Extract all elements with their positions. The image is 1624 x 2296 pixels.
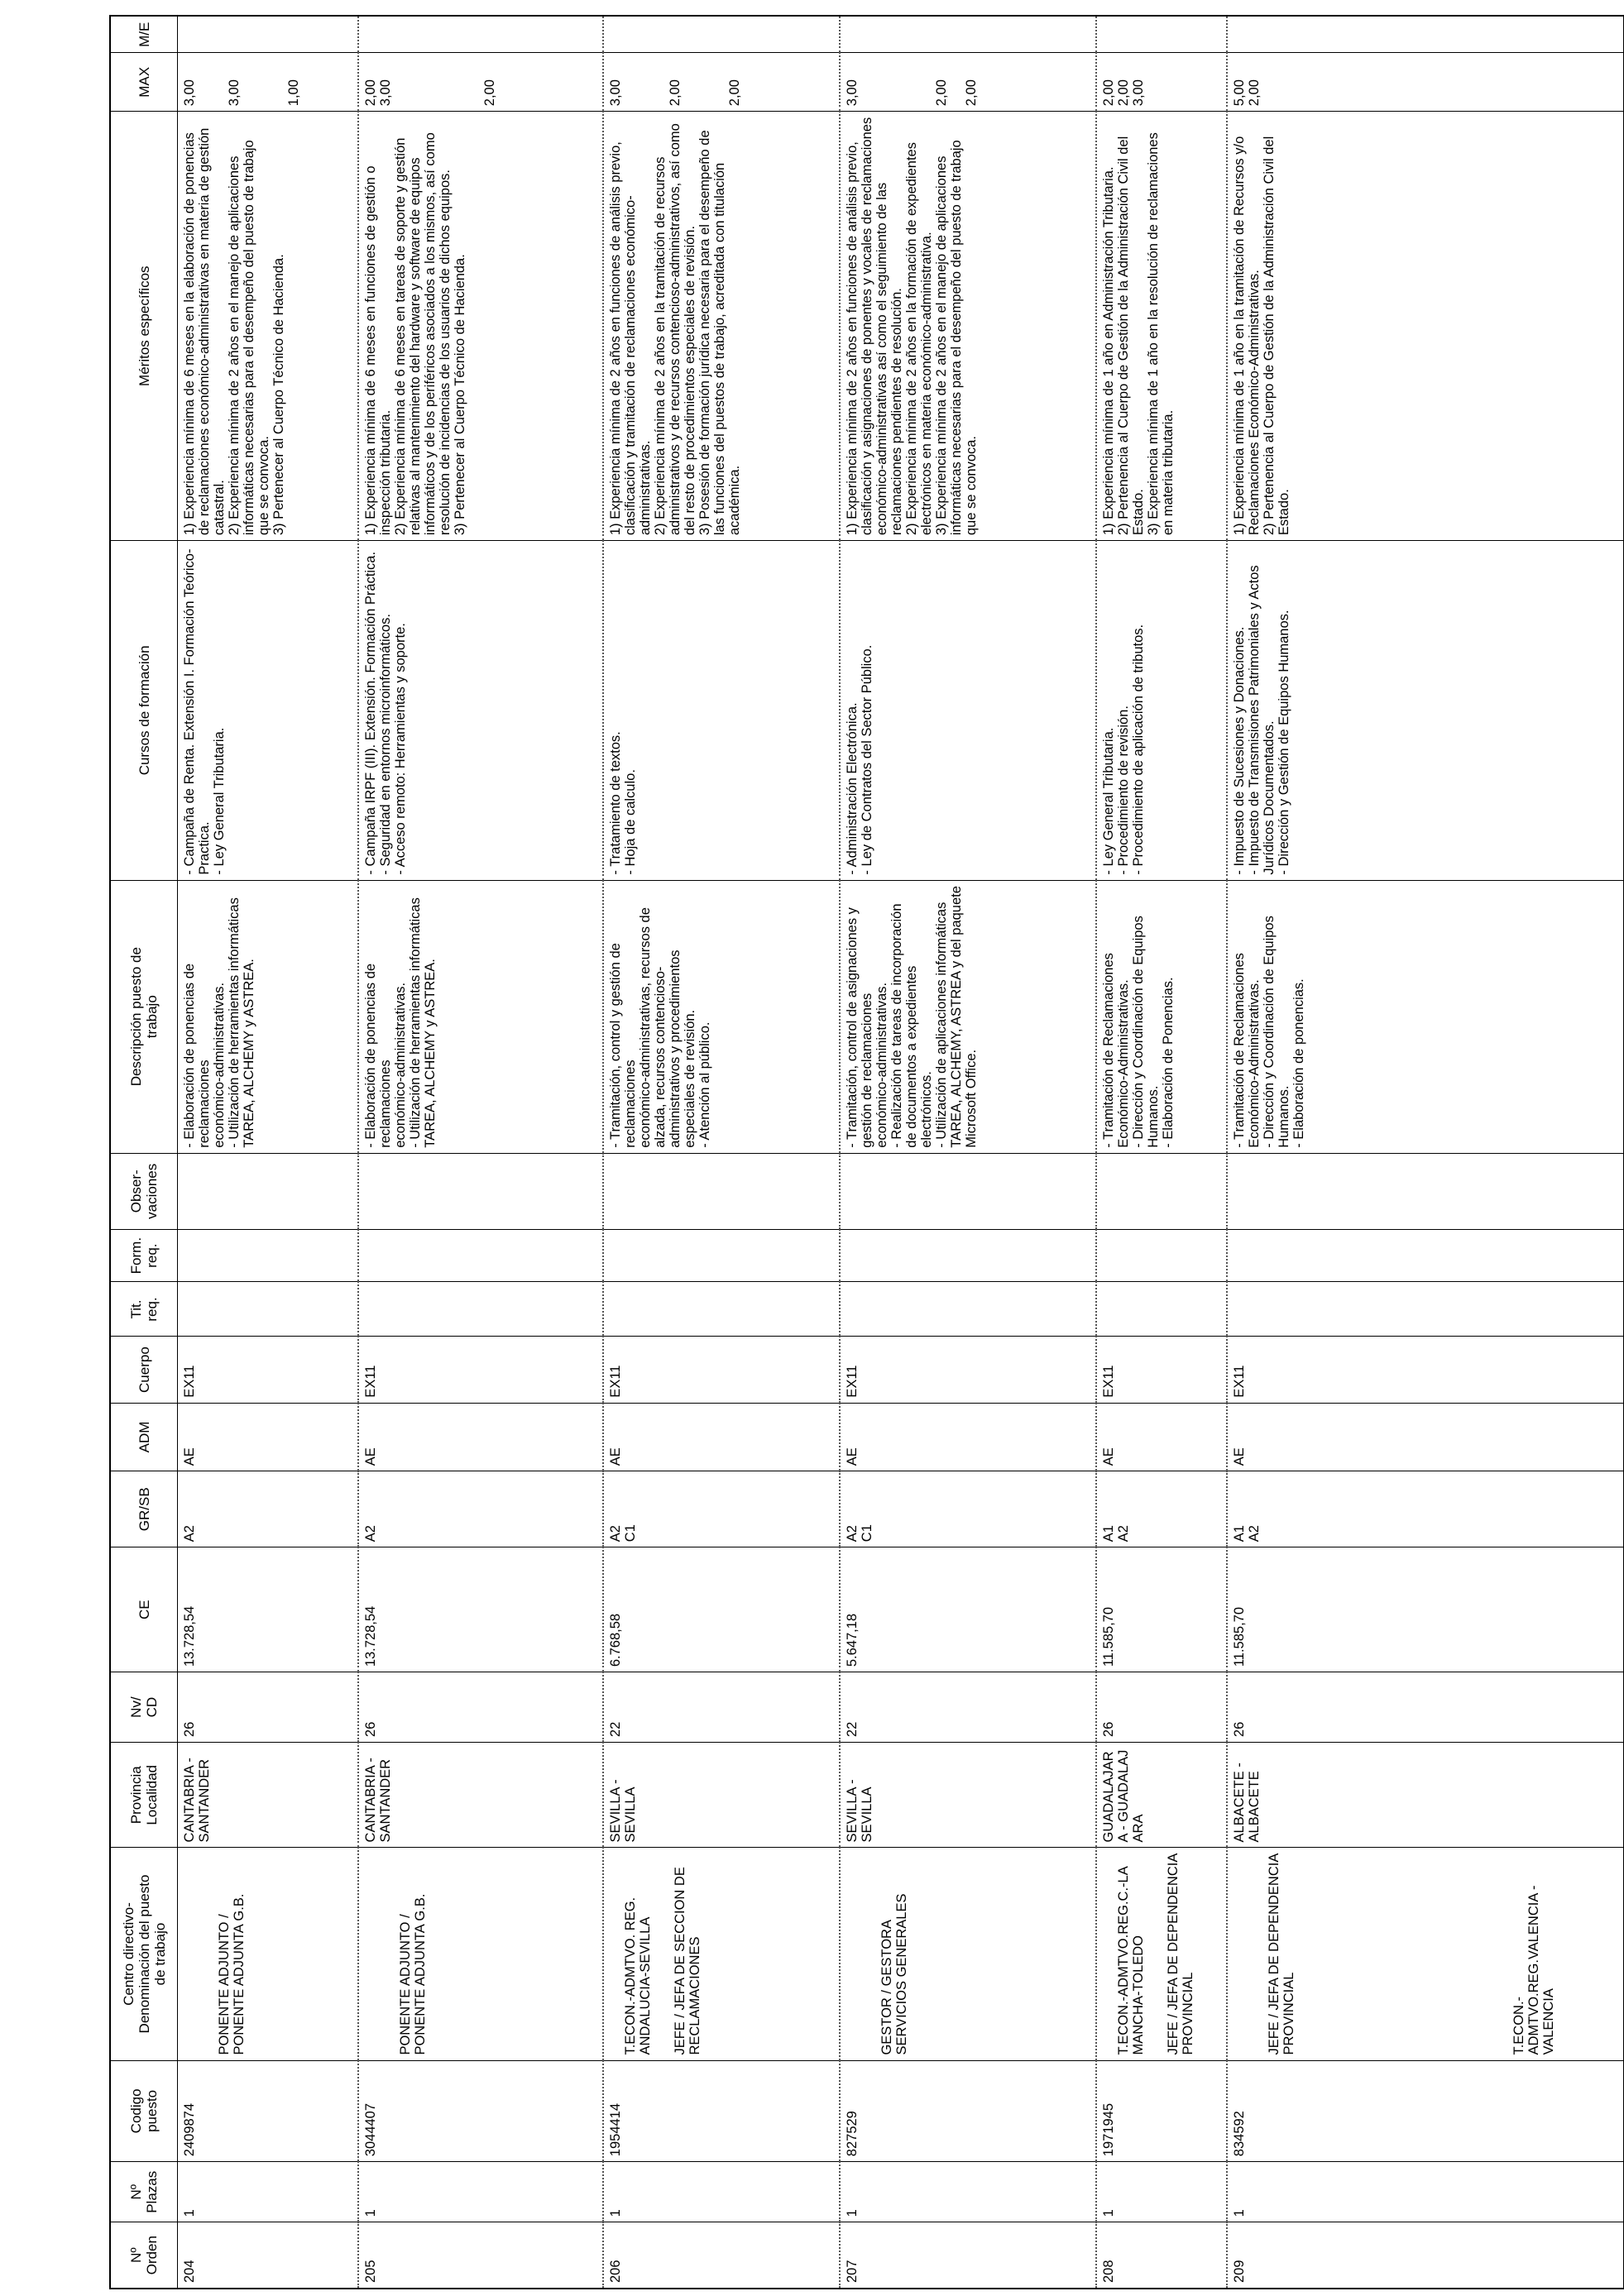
- tit-cell: [603, 1282, 840, 1337]
- header-orden: Nº Orden: [110, 2222, 178, 2289]
- header-codigo: Codigo puesto: [110, 2060, 178, 2162]
- codigo-cell: 834592: [1227, 2060, 1624, 2162]
- max-cell: 5,00 2,00: [1227, 53, 1624, 112]
- obs-cell: [1096, 1153, 1227, 1229]
- form-cell: [178, 1229, 358, 1282]
- denominacion: JEFE / JEFA DE DEPENDENCIA PROVINCIAL: [1266, 1854, 1296, 2055]
- orden-cell: 204: [178, 2222, 358, 2289]
- cursos-cell: - Tratamiento de textos. - Hoja de calculo.: [603, 541, 840, 880]
- header-me: M/E: [110, 16, 178, 53]
- form-cell: [1227, 1229, 1624, 1282]
- cursos-cell: - Administración Electrónica. - Ley de Contratos del Sector Público.: [840, 541, 1096, 880]
- form-cell: [1096, 1229, 1227, 1282]
- provincia-cell: SEVILLA - SEVILLA: [603, 1743, 840, 1848]
- table-row: [358, 16, 603, 2289]
- orden-cell: 205: [358, 2222, 603, 2289]
- cuerpo-cell: EX11: [1227, 1337, 1624, 1403]
- job-positions-table: [109, 15, 1624, 2289]
- header-tit: Tit. req.: [110, 1282, 178, 1337]
- nivel-cell: 26: [358, 1672, 603, 1743]
- centro-directivo: T.ECON.-ADMTVO.REG.C.-LA MANCHA-TOLEDO: [1115, 1867, 1146, 2055]
- nivel-cell: 26: [178, 1672, 358, 1743]
- obs-cell: [603, 1153, 840, 1229]
- centro-directivo: T.ECON.-ADMTVO. REG. ANDALUCIA-SEVILLA: [622, 1897, 653, 2055]
- table-row: [1227, 16, 1624, 2289]
- codigo-cell: 1954414: [603, 2060, 840, 2162]
- trailing-centro-directivo: T.ECON.-ADMTVO.REG.VALENCIA - VALENCIA: [1511, 1885, 1556, 2055]
- table-row: [1096, 16, 1227, 2289]
- me-cell: [358, 16, 603, 53]
- header-plazas: Nº Plazas: [110, 2162, 178, 2222]
- adm-cell: AE: [840, 1403, 1096, 1471]
- header-cursos: Cursos de formación: [110, 541, 178, 880]
- codigo-cell: 827529: [840, 2060, 1096, 2162]
- header-adm: ADM: [110, 1403, 178, 1471]
- grupo-cell: A2: [178, 1471, 358, 1547]
- meritos-cell: 1) Experiencia mínima de 1 año en Administración Tributaria. 2) Pertenencia al Cuerpo de Gestión de la Administración Civil del Estado. 3) Experiencia mínima de 1 año en la resolución de reclamaciones en materia tributaria.: [1096, 112, 1227, 541]
- provincia-cell: CANTABRIA - SANTANDER: [178, 1743, 358, 1848]
- tit-cell: [1227, 1282, 1624, 1337]
- descripcion-cell: - Tramitación de Reclamaciones Económico-Administrativas. - Dirección y Coordinación de Equipos Humanos. - Elaboración de ponencias.: [1227, 880, 1624, 1153]
- obs-cell: [1227, 1153, 1624, 1229]
- max-cell: 3,00 3,00 1,00: [178, 53, 358, 112]
- meritos-cell: 1) Experiencia mínima de 6 meses en funciones de gestión o inspección tributaria. 2) Experiencia mínima de 6 meses en tareas de soporte y gestión relativas al mantenimiento del hardware y software de equipos informáticos y de los periféricos asociados a los mismos, así como resolución de incidencias de los usuarios de dichos equipos. 3) Pertenecer al Cuerpo Técnico de Hacienda.: [358, 112, 603, 541]
- ce-cell: 11.585,70: [1227, 1547, 1624, 1672]
- centro-cell: [1227, 1848, 1624, 2060]
- provincia-cell: SEVILLA - SEVILLA: [840, 1743, 1096, 1848]
- adm-cell: AE: [358, 1403, 603, 1471]
- plazas-cell: 1: [358, 2162, 603, 2222]
- header-max: MAX: [110, 53, 178, 112]
- tit-cell: [178, 1282, 358, 1337]
- cuerpo-cell: EX11: [358, 1337, 603, 1403]
- ce-cell: 5.647,18: [840, 1547, 1096, 1672]
- descripcion-cell: - Elaboración de ponencias de reclamaciones económico-administrativas. - Utilización de herramientas informáticas TAREA, ALCHEMY y ASTREA.: [178, 880, 358, 1153]
- descripcion-cell: - Tramitación, control y gestión de reclamaciones económico-administrativas, recursos de alzada, recursos contencioso-administrativos y procedimientos especiales de revisión. - Atención al público.: [603, 880, 840, 1153]
- cuerpo-cell: EX11: [178, 1337, 358, 1403]
- adm-cell: AE: [603, 1403, 840, 1471]
- table-row: [178, 16, 358, 2289]
- meritos-cell: 1) Experiencia mínima de 1 año en la tramitación de Recursos y/o Reclamaciones Económico-Administrativas. 2) Pertenencia al Cuerpo de Gestión de la Administración Civil del Estado.: [1227, 112, 1624, 541]
- me-cell: [840, 16, 1096, 53]
- header-cuerpo: Cuerpo: [110, 1337, 178, 1403]
- centro-cell: [603, 1848, 840, 2060]
- form-cell: [603, 1229, 840, 1282]
- obs-cell: [840, 1153, 1096, 1229]
- grupo-cell: A2 C1: [603, 1471, 840, 1547]
- obs-cell: [178, 1153, 358, 1229]
- me-cell: [1227, 16, 1624, 53]
- plazas-cell: 1: [603, 2162, 840, 2222]
- centro-cell: [358, 1848, 603, 2060]
- cuerpo-cell: EX11: [603, 1337, 840, 1403]
- plazas-cell: 1: [840, 2162, 1096, 2222]
- cursos-cell: - Ley General Tributaria. - Procedimiento de revisión. - Procedimiento de aplicación de tributos.: [1096, 541, 1227, 880]
- codigo-cell: 1971945: [1096, 2060, 1227, 2162]
- header-form: Form. req.: [110, 1229, 178, 1282]
- descripcion-cell: - Elaboración de ponencias de reclamaciones económico-administrativas. - Utilización de herramientas informáticas TAREA, ALCHEMY y ASTREA.: [358, 880, 603, 1153]
- grupo-cell: A2 C1: [840, 1471, 1096, 1547]
- ce-cell: 13.728,54: [358, 1547, 603, 1672]
- grupo-cell: A1 A2: [1096, 1471, 1227, 1547]
- header-meritos: Méritos específicos: [110, 112, 178, 541]
- max-cell: 3,00 2,00 2,00: [603, 53, 840, 112]
- provincia-cell: ALBACETE - ALBACETE: [1227, 1743, 1624, 1848]
- tit-cell: [1096, 1282, 1227, 1337]
- denominacion: PONENTE ADJUNTO / PONENTE ADJUNTA G.B.: [217, 1893, 247, 2055]
- plazas-cell: 1: [178, 2162, 358, 2222]
- table-row: [603, 16, 840, 2289]
- form-cell: [840, 1229, 1096, 1282]
- cuerpo-cell: EX11: [840, 1337, 1096, 1403]
- nivel-cell: 22: [603, 1672, 840, 1743]
- header-provincia: Provincia Localidad: [110, 1743, 178, 1848]
- max-cell: 2,00 3,00 2,00: [358, 53, 603, 112]
- tit-cell: [358, 1282, 603, 1337]
- meritos-cell: 1) Experiencia mínima de 2 años en funciones de análisis previo, clasificación y tramitación de reclamaciones económico-administrativas. 2) Experiencia mínima de 2 años en la tramitación de recursos administrativos y de recursos contencioso-administrativos, así como del resto de procedimientos especiales de revisión. 3) Posesión de formación jurídica necesaria para el desempeño de las funciones del puestos de trabajo, acreditada con titulación académica.: [603, 112, 840, 541]
- max-cell: 2,00 2,00 3,00: [1096, 53, 1227, 112]
- provincia-cell: CANTABRIA - SANTANDER: [358, 1743, 603, 1848]
- centro-cell: [840, 1848, 1096, 2060]
- meritos-cell: 1) Experiencia mínima de 6 meses en la elaboración de ponencias de reclamaciones económico-administrativas en materia de gestión catastral. 2) Experiencia mínima de 2 años en el manejo de aplicaciones informáticas necesarias para el desempeño del puesto de trabajo que se convoca. 3) Pertenecer al Cuerpo Técnico de Hacienda.: [178, 112, 358, 541]
- table-row: [840, 16, 1096, 2289]
- nivel-cell: 26: [1227, 1672, 1624, 1743]
- orden-cell: 208: [1096, 2222, 1227, 2289]
- me-cell: [1096, 16, 1227, 53]
- me-cell: [178, 16, 358, 53]
- grupo-cell: A2: [358, 1471, 603, 1547]
- header-obs: Obser- vaciones: [110, 1153, 178, 1229]
- adm-cell: AE: [178, 1403, 358, 1471]
- descripcion-cell: - Tramitación de Reclamaciones Económico-Administrativas. - Dirección y Coordinación de Equipos Humanos. - Elaboración de Ponencias.: [1096, 880, 1227, 1153]
- header-descripcion: Descripción puesto de trabajo: [110, 880, 178, 1153]
- cursos-cell: - Campaña IRPF (III). Extensión. Formación Práctica. - Seguridad en entornos microinformáticos. - Acceso remoto: Herramientas y soporte.: [358, 541, 603, 880]
- tit-cell: [840, 1282, 1096, 1337]
- header-grupo: GR/SB: [110, 1471, 178, 1547]
- header-row: [110, 16, 178, 2289]
- plazas-cell: 1: [1227, 2162, 1624, 2222]
- max-cell: 3,00 2,00 2,00: [840, 53, 1096, 112]
- codigo-cell: 3044407: [358, 2060, 603, 2162]
- ce-cell: 6.768,58: [603, 1547, 840, 1672]
- denominacion: JEFE / JEFA DE SECCION DE RECLAMACIONES: [672, 1867, 702, 2055]
- denominacion: JEFE / JEFA DE DEPENDENCIA PROVINCIAL: [1165, 1854, 1195, 2055]
- orden-cell: 207: [840, 2222, 1096, 2289]
- ce-cell: 11.585,70: [1096, 1547, 1227, 1672]
- adm-cell: AE: [1096, 1403, 1227, 1471]
- centro-cell: [178, 1848, 358, 2060]
- form-cell: [358, 1229, 603, 1282]
- header-ce: CE: [110, 1547, 178, 1672]
- denominacion: GESTOR / GESTORA SERVICIOS GENERALES: [879, 1893, 909, 2055]
- cuerpo-cell: EX11: [1096, 1337, 1227, 1403]
- orden-cell: 209: [1227, 2222, 1624, 2289]
- obs-cell: [358, 1153, 603, 1229]
- me-cell: [603, 16, 840, 53]
- meritos-cell: 1) Experiencia mínima de 2 años en funciones de análisis previo, clasificación y asignaciones de ponentes y vocales de reclamaciones económico-administrativas así como el seguimiento de las reclamaciones pendientes de resolución. 2) Experiencia mínima de 2 años en la formación de expedientes electrónicos en materia económico-administrativa. 3) Experiencia mínima de 2 años en el manejo de aplicaciones informáticas necesarias para el desempeño del puesto de trabajo que se convoca.: [840, 112, 1096, 541]
- adm-cell: AE: [1227, 1403, 1624, 1471]
- provincia-cell: GUADALAJAR A - GUADALAJ ARA: [1096, 1743, 1227, 1848]
- nivel-cell: 22: [840, 1672, 1096, 1743]
- grupo-cell: A1 A2: [1227, 1471, 1624, 1547]
- cursos-cell: - Impuesto de Sucesiones y Donaciones. - Impuesto de Transmisiones Patrimoniales y Actos Jurídicos Documentados. - Dirección y Gestión de Equipos Humanos.: [1227, 541, 1624, 880]
- header-nivel: Nv/ CD: [110, 1672, 178, 1743]
- denominacion: PONENTE ADJUNTO / PONENTE ADJUNTA G.B.: [397, 1893, 428, 2055]
- nivel-cell: 26: [1096, 1672, 1227, 1743]
- centro-cell: [1096, 1848, 1227, 2060]
- orden-cell: 206: [603, 2222, 840, 2289]
- descripcion-cell: - Tramitación, control de asignaciones y gestión de reclamaciones económico-administrativas. - Realización de tareas de incorporación de documentos a expedientes electrónicos. - Utilización de aplicaciones informáticas TAREA, ALCHEMY, ASTREA y del paquete Microsoft Office.: [840, 880, 1096, 1153]
- codigo-cell: 2409874: [178, 2060, 358, 2162]
- cursos-cell: - Campaña de Renta. Extensión I. Formación Teórico-Practica. - Ley General Tributaria.: [178, 541, 358, 880]
- plazas-cell: 1: [1096, 2162, 1227, 2222]
- header-centro: Centro directivo- Denominación del puesto de trabajo: [110, 1848, 178, 2060]
- ce-cell: 13.728,54: [178, 1547, 358, 1672]
